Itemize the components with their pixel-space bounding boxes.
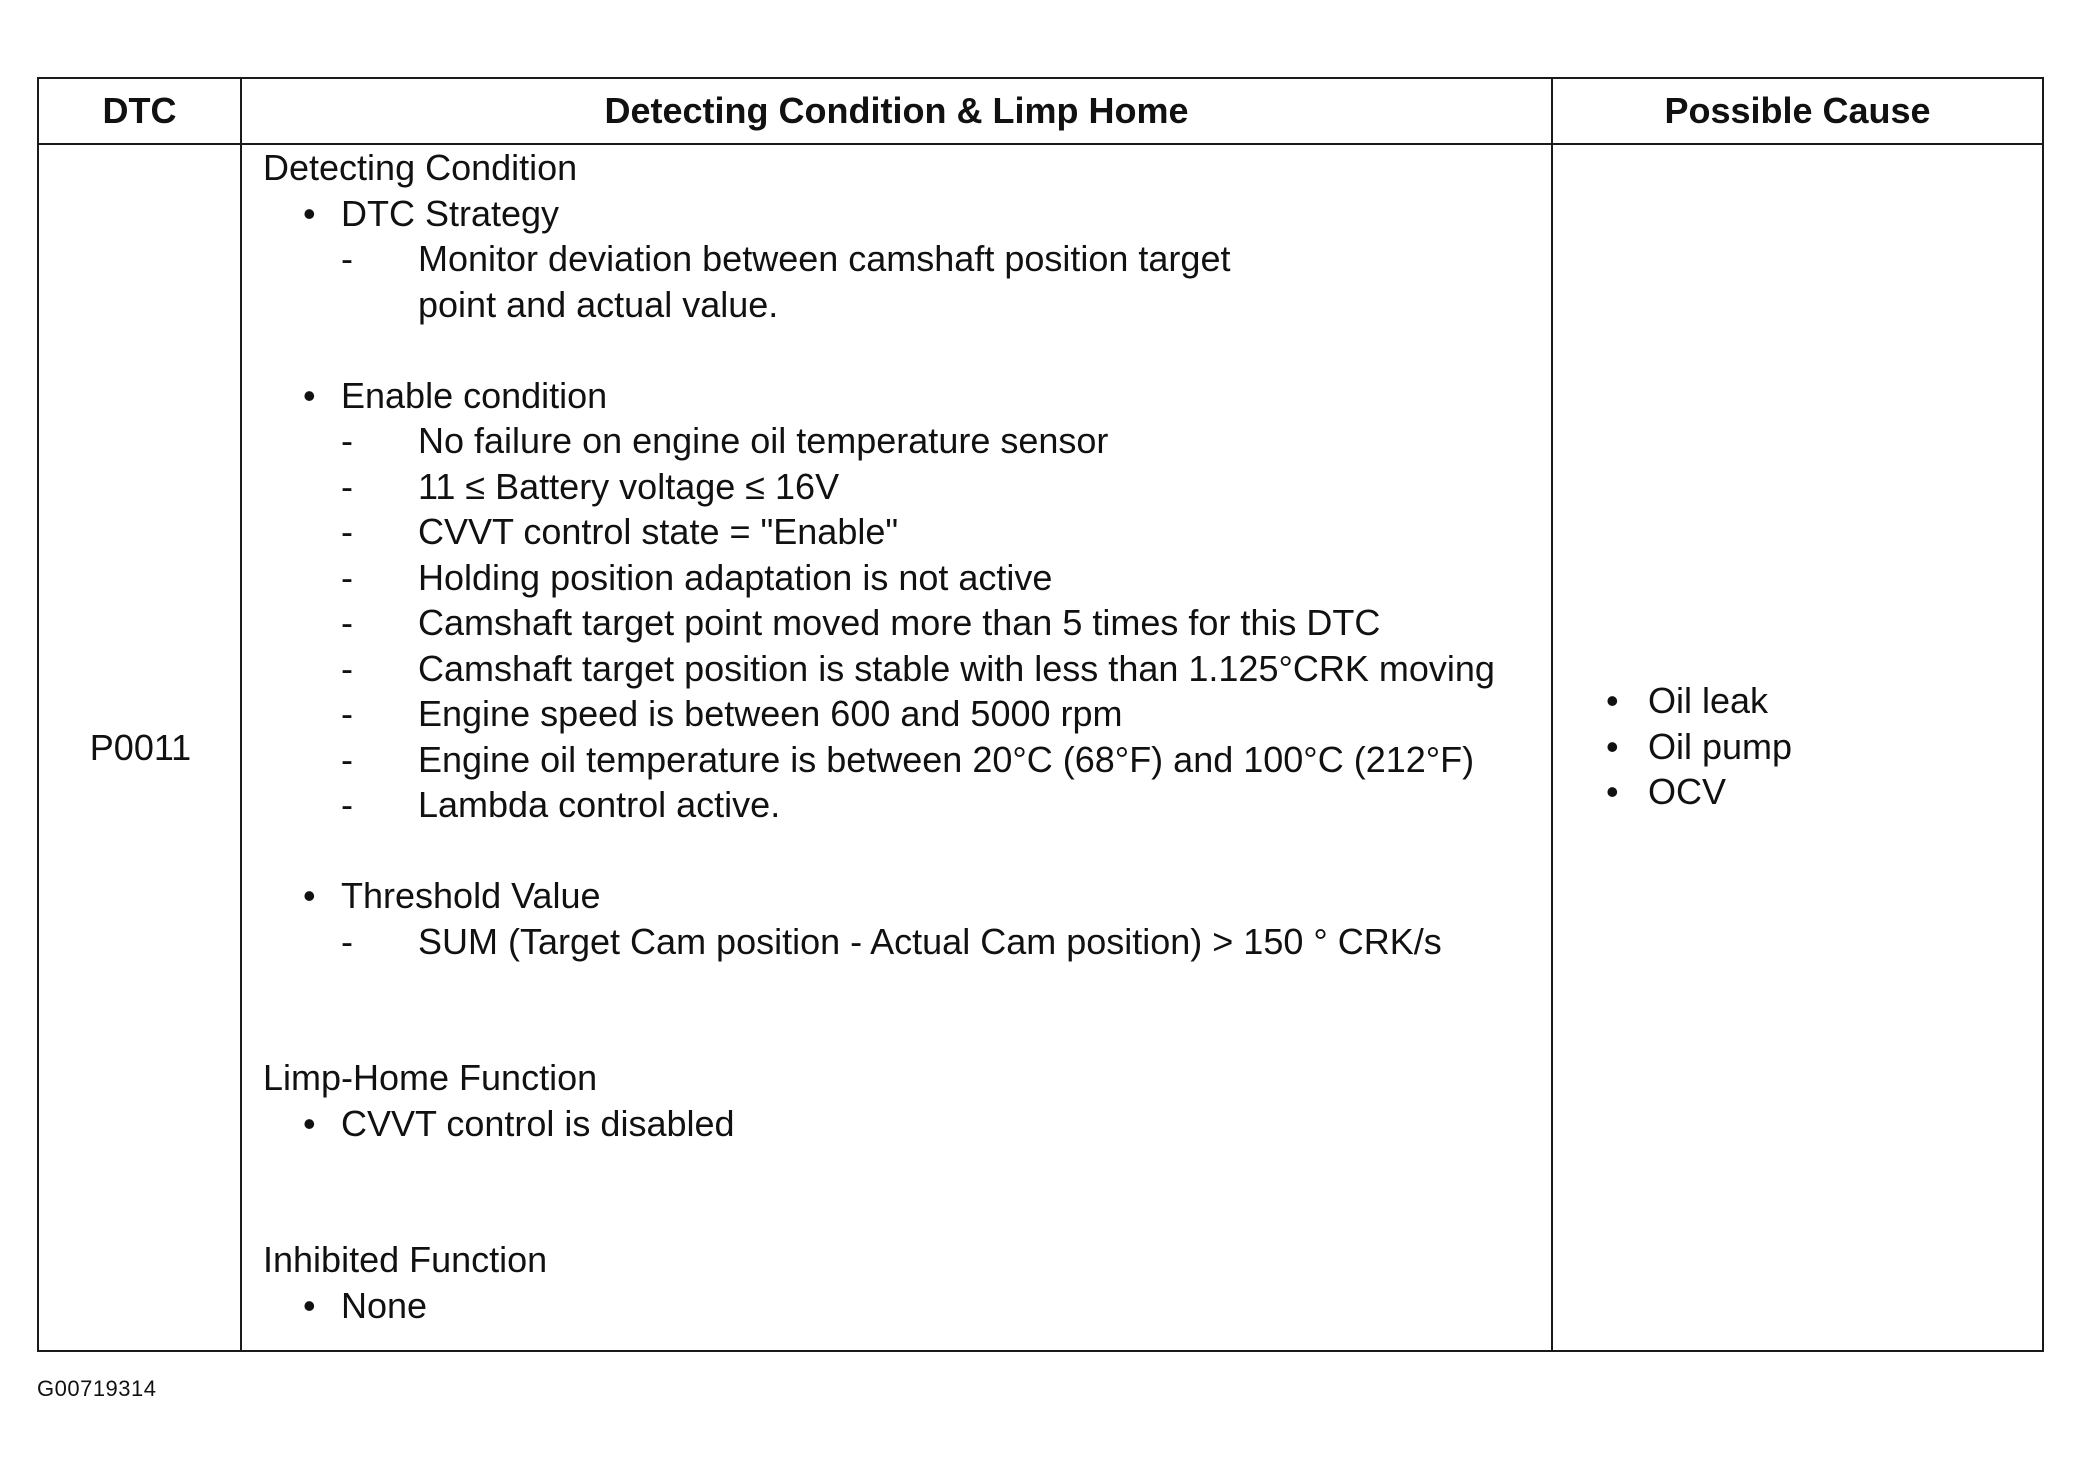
dash-icon: - <box>341 920 353 962</box>
inhibited-function-text: None <box>341 1284 428 1326</box>
cause-item <box>1606 724 1792 770</box>
limp-home-text: CVVT control is disabled <box>341 1102 735 1144</box>
dash-icon: - <box>341 420 353 461</box>
enable-condition <box>263 555 1573 601</box>
enable-condition-text: No failure on engine oil temperature sensor <box>418 420 1109 461</box>
dash-icon: - <box>341 465 353 507</box>
possible-cause-list <box>1606 678 1792 815</box>
enable-condition <box>263 782 1573 828</box>
detecting-condition-title: Detecting Condition <box>263 147 578 188</box>
enable-condition-text: 11 ≤ Battery voltage ≤ 16V <box>418 465 840 507</box>
threshold-label: Threshold Value <box>341 875 601 916</box>
header-possible-cause: Possible Cause <box>1664 90 1931 131</box>
figure-id: G00719314 <box>37 1376 157 1401</box>
strategy-label: DTC Strategy <box>341 192 560 234</box>
cause-text: OCV <box>1648 771 1727 812</box>
enable-condition <box>263 418 1573 464</box>
dash-icon: - <box>341 738 353 780</box>
strategy-text: Monitor deviation between camshaft position target <box>418 238 1231 279</box>
inhibited-function-title: Inhibited Function <box>263 1239 548 1280</box>
bullet-icon: • <box>1606 725 1619 767</box>
enable-condition <box>263 464 1573 510</box>
enable-condition-text: Lambda control active. <box>418 784 781 825</box>
threshold-detail <box>263 919 1573 965</box>
dash-icon: - <box>341 238 353 279</box>
dash-icon: - <box>341 511 353 552</box>
enable-condition <box>263 691 1573 737</box>
dash-icon: - <box>341 693 353 734</box>
dash-icon: - <box>341 784 353 825</box>
header-dtc: DTC <box>102 90 177 131</box>
enable-condition <box>263 646 1573 692</box>
bullet-icon: • <box>1606 680 1619 721</box>
enable-condition <box>263 509 1573 555</box>
enable-condition-text: CVVT control state = "Enable" <box>418 511 899 552</box>
bullet-icon: • <box>303 192 316 234</box>
enable-condition <box>263 737 1573 783</box>
bullet-icon: • <box>303 374 316 416</box>
enable-label: Enable condition <box>341 374 608 416</box>
bullet-icon: • <box>303 875 316 916</box>
strategy-item <box>263 191 1573 237</box>
enable-item <box>263 373 1573 419</box>
dash-icon: - <box>341 602 353 643</box>
enable-condition-text: Camshaft target point moved more than 5 times for this DTC <box>418 602 1381 643</box>
enable-condition <box>263 600 1573 646</box>
cause-item <box>1606 769 1792 815</box>
dtc-code: P0011 <box>89 726 192 768</box>
enable-condition-text: Holding position adaptation is not active <box>418 556 1053 598</box>
cause-item <box>1606 678 1792 724</box>
detecting-condition-cell <box>263 145 1573 1328</box>
enable-condition-text: Engine oil temperature is between 20°C (68°F) and 100°C (212°F) <box>418 738 1475 780</box>
threshold-text: SUM (Target Cam position - Actual Cam position) > 150 ° CRK/s <box>418 920 1442 962</box>
dash-icon: - <box>341 556 353 598</box>
dash-icon: - <box>341 647 353 689</box>
header-detecting-condition: Detecting Condition & Limp Home <box>604 90 1189 131</box>
threshold-item <box>263 873 1573 919</box>
cause-text: Oil pump <box>1648 725 1793 767</box>
cause-text: Oil leak <box>1648 680 1769 721</box>
bullet-icon: • <box>303 1102 316 1144</box>
inhibited-function-item <box>263 1283 1573 1329</box>
limp-home-item <box>263 1101 1573 1147</box>
enable-condition-text: Engine speed is between 600 and 5000 rpm <box>418 693 1123 734</box>
limp-home-title: Limp-Home Function <box>263 1057 598 1098</box>
bullet-icon: • <box>1606 771 1619 812</box>
enable-condition-text: Camshaft target position is stable with less than 1.125°CRK moving <box>418 647 1495 689</box>
strategy-detail <box>263 236 1573 282</box>
bullet-icon: • <box>303 1284 316 1326</box>
strategy-detail-continued: point and actual value. <box>418 283 779 325</box>
